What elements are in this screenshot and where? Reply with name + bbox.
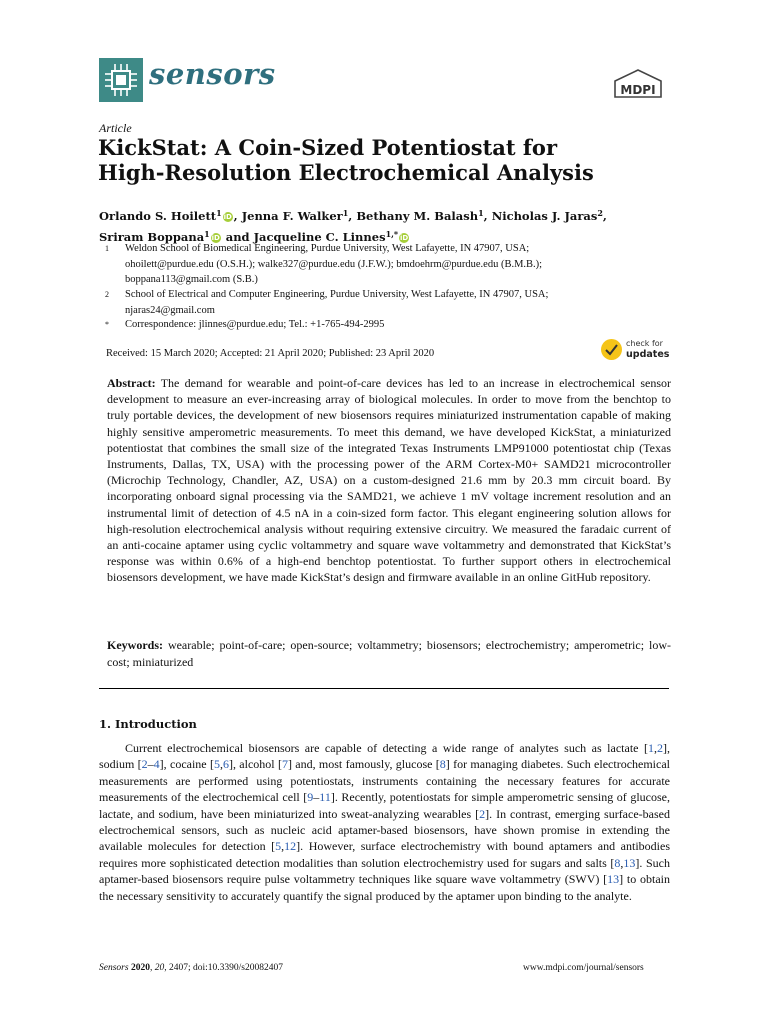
reference-link[interactable]: 2: [657, 741, 663, 755]
reference-link[interactable]: 12: [284, 839, 297, 854]
footer-year: 2020: [130, 963, 150, 973]
intro-text: ,: [620, 855, 624, 870]
abstract-text: The demand for wearable and point-of-care devices has led to an increase in electrochemical sensor development to measure an ever-increasing array of biological molecules. In order to move from the benchtop to truly portable devices, the development of new biosensors requires miniaturized instrumentation capable of making highly sensitive amperometric measurements. To meet this demand, we have developed KickStat, a miniaturized potentiostat that combines the small size of the integrated Texas Instruments LMP91000 potentiostat chip (Texas Instruments, Dallas, TX, USA) with the processing power of the ARM Cortex-M0+ SAMD21 microcontroller (Microchip Technology, Chandler, AZ, USA) on a custom-designed 21.6 mm by 20.3 mm circuit board. By incorporating onboard signal processing via the SAMD21, we achieve 1 mV voltage increment resolution and an instrumental limit of detection of 4.5 nA in a coin-sized form factor. This elegant engineering solution allows for high-resolution electrochemical analysis without requiring extensive circuitry. We measured the faradaic current of an anti-cocaine aptamer using cyclic voltammetry and square wave voltammetry and demonstrated that KickStat’s response was within 0.6% of a high-end benchtop potentiostat. To further support others in electrochemical biosensors development, we have made KickStat’s design and firmware available in an online GitHub repository.: [107, 376, 671, 585]
author-name: Jenna F. Walker: [241, 209, 343, 223]
author-affiliation-mark: 1: [204, 229, 210, 239]
author-affiliation-mark: 1: [478, 208, 484, 218]
author-affiliation-mark: 1: [342, 208, 349, 218]
check-for-updates-badge[interactable]: [601, 337, 671, 363]
affiliation-line: boppana113@gmail.com (S.B.): [125, 274, 258, 285]
title-line-2: High-Resolution Electrochemical Analysis: [98, 160, 594, 185]
affiliation-1: [99, 241, 679, 288]
intro-text: ,: [654, 741, 657, 755]
intro-text: –: [313, 790, 320, 805]
author-name: Orlando S. Hoilett: [99, 209, 217, 223]
reference-link[interactable]: 1: [648, 741, 654, 755]
author-name: Jacqueline C. Linnes: [253, 230, 386, 244]
reference-link[interactable]: 13: [607, 872, 620, 887]
author-name: Bethany M. Balash: [356, 209, 479, 223]
affiliation-2: [99, 287, 679, 318]
orcid-icon[interactable]: iD: [211, 234, 220, 242]
intro-text: ] and, most famously, glucose [: [287, 757, 440, 772]
paper-title: [98, 135, 678, 185]
intro-text: ]. In contrast, emerging surface-based electrochemical sensors, such as nucleic acid aptamer-based biosensors, have shown promise in extending the available molecules for detection [: [99, 806, 670, 854]
title-line-1: KickStat: A Coin-Sized Potentiostat for: [98, 135, 558, 160]
affiliation-line: School of Electrical and Computer Engineering, Purdue University, West Lafayette, IN 47907, USA;: [125, 289, 549, 300]
intro-text: ]. Such aptamer-based biosensors require pulse voltammetry techniques like square wave voltammetry (SWV) [: [99, 855, 670, 887]
intro-text: Current electrochemical biosensors are capable of detecting a wide range of analytes such as lactate [: [125, 741, 648, 755]
keywords-text: wearable; point-of-care; open-source; voltammetry; biosensors; electrochemistry; amperometric; low-cost; miniaturized: [107, 638, 671, 669]
footer-url[interactable]: www.mdpi.com/journal/sensors: [523, 963, 644, 973]
article-type: Article: [99, 121, 132, 135]
intro-text: ,: [281, 839, 285, 854]
keywords: [107, 637, 671, 670]
publisher-logo: [609, 67, 667, 103]
check-updates-icon: [601, 339, 622, 360]
author-name: Nicholas J. Jaras: [491, 209, 598, 223]
introduction-paragraph: [99, 740, 670, 904]
journal-logo: [99, 58, 143, 102]
publication-dates: Received: 15 March 2020; Accepted: 21 April 2020; Published: 23 April 2020: [106, 348, 435, 359]
reference-link[interactable]: 8: [614, 855, 621, 870]
chip-icon: [99, 58, 143, 102]
footer-journal: Sensors: [99, 963, 129, 973]
affiliation-line: njaras24@gmail.com: [125, 304, 215, 316]
reference-link[interactable]: 7: [281, 757, 288, 772]
orcid-icon[interactable]: iD: [400, 234, 409, 242]
intro-text: ,: [219, 757, 223, 772]
check-updates-line-2: updates: [626, 349, 670, 360]
abstract: [107, 375, 671, 586]
section-heading-introduction: 1. Introduction: [99, 717, 197, 731]
reference-link[interactable]: 9: [307, 790, 314, 805]
intro-text: ]. Recently, potentiostats for simple amperometric sensing of glucose, lactate, and sodium, have been miniaturized into sweat-analyzing wearables [: [99, 790, 670, 821]
author-name: Sriram Boppana: [99, 230, 205, 244]
author-line-1: [99, 209, 607, 223]
reference-link[interactable]: 13: [623, 855, 636, 870]
reference-link[interactable]: 6: [222, 757, 229, 772]
author-separator: ,: [483, 209, 492, 223]
reference-link[interactable]: 11: [319, 790, 331, 805]
author-separator: ,: [233, 209, 242, 223]
intro-text: ], sodium [: [99, 741, 670, 772]
keywords-label: Keywords:: [107, 638, 163, 652]
reference-link[interactable]: 2: [141, 757, 148, 772]
intro-text: ] to obtain the necessary sensitivity to accurately quantify the signal produced by the aptamer upon binding to the analyte.: [99, 872, 670, 903]
orcid-icon[interactable]: iD: [223, 213, 232, 221]
author-affiliation-mark: 1,*: [385, 229, 399, 239]
author-separator: ,: [348, 209, 357, 223]
section-divider: [99, 688, 669, 689]
abstract-label: Abstract:: [107, 376, 156, 390]
footer-citation-rest: , 2407; doi:10.3390/s20082407: [164, 963, 283, 973]
footer-citation: Sensors 2020, 20, 2407; doi:10.3390/s20082407: [99, 963, 283, 973]
check-updates-line-1: check for: [626, 339, 663, 348]
author-separator: and: [221, 230, 254, 244]
correspondence-line: Correspondence: jlinnes@purdue.edu; Tel.: +1-765-494-2995: [125, 319, 385, 330]
author-separator: ,: [602, 209, 607, 223]
reference-link[interactable]: 4: [153, 757, 160, 772]
publisher-name: MDPI: [620, 83, 656, 97]
author-list: [99, 204, 699, 246]
intro-text: ], alcohol [: [228, 757, 282, 772]
journal-name: sensors: [149, 57, 276, 91]
intro-text: ]. However, surface electrochemistry with bound aptamers and antibodies requires more sophisticated detection modalities than solution electrochemistry used for sugars and salts [: [99, 839, 670, 870]
intro-text: ], cocaine [: [159, 757, 214, 772]
reference-link[interactable]: 2: [479, 806, 486, 821]
footer-volume: 20: [154, 963, 165, 973]
reference-link[interactable]: 5: [275, 839, 282, 854]
author-affiliation-mark: 2: [597, 208, 603, 218]
affiliation-line: ohoilett@purdue.edu (O.S.H.); walke327@purdue.edu (J.F.W.); bmdoehrm@purdue.edu (B.M.B.);: [125, 258, 543, 270]
intro-text: –: [147, 757, 154, 772]
author-affiliation-mark: 1: [216, 208, 222, 218]
affiliation-mark: 1: [105, 244, 109, 253]
affiliation-mark: 2: [105, 290, 109, 299]
intro-text: ] for managing diabetes. Such electrochemical measurements are performed using potentiostats, instruments containing the necessary features for accurate measurements of the electrochemical cell [: [99, 757, 670, 805]
reference-link[interactable]: 5: [213, 757, 220, 772]
affiliation-line: Weldon School of Biomedical Engineering, Purdue University, West Lafayette, IN 47907, USA;: [125, 243, 530, 254]
correspondence: [99, 317, 679, 333]
affiliation-mark: *: [105, 320, 109, 329]
reference-link[interactable]: 8: [439, 757, 446, 772]
